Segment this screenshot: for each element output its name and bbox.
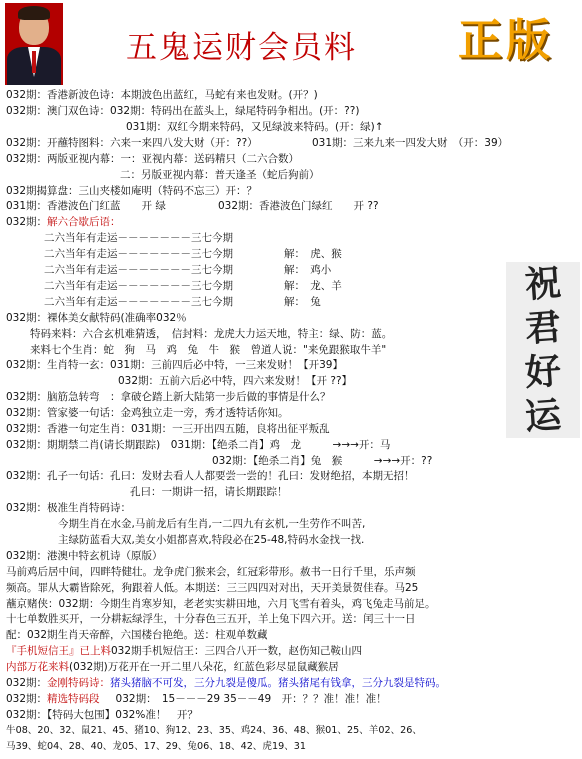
hk-color-previous: 031期：香港波色门红蓝 开 绿 (6, 200, 166, 212)
sms-king-label: 『手机短信王』已上料 (6, 645, 111, 657)
wish-char: 运 (523, 393, 563, 439)
portrait-photo (5, 3, 63, 85)
riddle-issue: 032期： (6, 216, 48, 228)
page-title: 五鬼运财会员料 (126, 30, 357, 66)
riddle-line: 二六当年有走运－－－－－－－三七今期 (44, 248, 233, 260)
sms-king-text: 032期手机短信王：三四合八开一数，赵伤知己鞍山四 (111, 645, 363, 657)
vajra-label: 金刚特码诗： (47, 677, 111, 689)
hk-one-line-zodiac: 032期：香港一句定生肖：031期：一三开出四五随，良将出征平叛乱 (6, 423, 330, 435)
abacus-riddle: 032期揭算盘：三山夹楼如庵明（特码不忘三）开：？ (6, 185, 258, 197)
wish-char: 君 (523, 305, 563, 351)
good-luck-banner (506, 262, 580, 438)
riddle-line: 二六当年有走运－－－－－－－三七今期 (44, 264, 233, 276)
riddle-answer: 解： 虎、猴 (284, 248, 342, 260)
portrait-hair (18, 6, 50, 20)
lottery-chart-current: 032期：开蘸特图料：六来一来四八发大财（开：??） (6, 137, 258, 149)
hk-wave-color-poem: 032期：香港新波色诗：本期波色出蓝红，马蛇有来也发财。(开？) (6, 89, 318, 101)
code-range-label: 精选特码段 (47, 693, 100, 705)
vajra-issue: 032期： (6, 677, 48, 689)
zodiac-mystery-current: 032期：五前六后必中特，四六来发财！【开 ??】 (118, 375, 353, 387)
macau-two-color-poem: 032期：澳门双色诗：032期：特码出在蓝头上，绿尾特码争相出。(开：??) (6, 105, 360, 117)
hk-macau-poem-heading: 032期：港澳中特玄机诗（原版） (6, 550, 163, 562)
zodiac-number-table: 牛08、20、32、鼠21、45、猪10、狗12、23、35、鸡24、36、48、猴01、25、羊02、26、 (6, 725, 422, 736)
zodiac-number-table: 马39、蛇04、28、40、龙05、17、29、兔06、18、42、虎19、31 (6, 741, 306, 752)
sms-king-line (6, 644, 362, 658)
riddle-title: 解六合歇后语： (47, 216, 121, 228)
gambler-poem-line: 十七单数胜买开，一分耕耘绿浮生，十分春色三五开，羊上兔下四六开。送：闰三十一日 (6, 613, 416, 625)
code-range-line (6, 692, 387, 706)
riddle-line: 二六当年有走运－－－－－－－三七今期 (44, 296, 233, 308)
code-surround-line (6, 708, 198, 722)
banned-zodiac-current: 032期：【绝杀二肖】兔 猴 →→→开：?? (212, 455, 433, 467)
zodiac-poem-line: 今期生肖在水金,马前龙后有生肖,一二四九有玄机,一生劳作不叫苦, (58, 518, 366, 530)
riddle-line: 二六当年有走运－－－－－－－三七今期 (44, 232, 233, 244)
confucius-quote: 032期：孔子一句话：孔曰：发财去看人人都要尝一尝的！孔曰：发财绝招，本期无招！ (6, 470, 415, 482)
confucius-quote-2: 孔曰：一期讲一招，请长期跟踪！ (130, 486, 288, 498)
brain-teaser: 032期：脑筋急转弯 ：拿破仑踏上新大陆第一步后做的事情是什么？ (6, 391, 331, 403)
riddle-answer: 解： 兔 (284, 296, 321, 308)
portrait-tie (32, 51, 36, 73)
wish-char: 祝 (523, 261, 563, 307)
macau-previous-result: 031期：双红今期来特码，又见绿波来特码。(开：绿)↑ (126, 121, 384, 133)
vajra-poem-line (6, 676, 446, 690)
gambler-poem-line: 配：032期生肖天帝醉，六国楼台艳绝。送：柱观单数藏 (6, 629, 268, 641)
genuine-stamp: 正版 (458, 15, 554, 66)
riddle-line: 二六当年有走运－－－－－－－三七今期 (44, 280, 233, 292)
asia-tv-inside-1: 032期：两版亚视内幕：一：亚视内幕：送码精只（二六合数） (6, 153, 300, 165)
flower-source-label: 内部万花来料 (6, 661, 69, 673)
riddle-answer: 解： 龙、羊 (284, 280, 342, 292)
code-surround-text: 【特码大包围】032%准！ 开？ (47, 709, 198, 721)
wish-char: 好 (523, 349, 563, 395)
banned-zodiac-previous: 032期：期期禁二肖(请长期跟踪) 031期：【绝杀二肖】鸡 龙 →→→开：马 (6, 439, 391, 451)
vajra-text: 猪头猪脑不可发，三分九裂是傻瓜。猪头猪尾有钱拿，三分九裂是特码。 (110, 677, 447, 689)
riddle-answer: 解： 鸡小 (284, 264, 332, 276)
zodiac-mystery-previous: 032期：生肖特一玄：031期：三前四后必中特，一三来发财！【开39】 (6, 359, 343, 371)
asia-tv-inside-2: 二：另版亚视内幕：普天逢圣（蛇后狗前） (120, 169, 320, 181)
code-range-text: 032期： 15－－－29 35－－49 开：？？准！准！准！ (115, 693, 387, 705)
flower-source-line (6, 660, 339, 674)
hk-macau-poem-line: 马前鸡后居中间，四畔特健壮。龙争虎门猴来会，红冠彩带形。赦书一日行千里，乐声频 (6, 566, 416, 578)
beauty-code-heading: 032期：裸体美女献特码(准确率032％ (6, 312, 187, 324)
gambler-poem-line: 蘸京赌侠：032期：今期生肖寒岁知，老老实实耕田地，六月飞雪有着头，鸡飞兔走马前足。 (6, 598, 436, 610)
special-code-source: 特码来料：六合玄机难猜透， 信封料：龙虎大力运天地，特主：绿、防：蓝。 (30, 328, 393, 340)
hk-color-current: 032期：香港波色门绿红 开 ?? (218, 200, 379, 212)
housekeeper-quote: 032期：管家婆一句话：金鸡独立走一旁，秀才透特话你知。 (6, 407, 289, 419)
flower-source-text: (032期)万花开在一开二里八朵花，红蓝色彩尽显鼠藏猴居 (69, 661, 339, 673)
code-surround-issue: 032期： (6, 709, 48, 721)
zodiac-poem-line: 主绿防蓝看大双,美女小姐都喜欢,特段必在25-48,特码水金找一找. (58, 534, 365, 546)
riddle-heading (6, 215, 121, 229)
seven-zodiacs: 来料七个生肖：蛇 狗 马 鸡 兔 牛 猴 曾道人说："来免跟猴取牛羊" (30, 344, 387, 356)
code-range-issue: 032期： (6, 693, 48, 705)
lottery-chart-previous: 031期：三来九来一四发大财 （开：39） (312, 137, 509, 149)
accurate-zodiac-poem-heading: 032期：极准生肖特码诗： (6, 502, 132, 514)
hk-macau-poem-line: 频高。罪从大霸皆除死，狗跟着人低。本期送：三三四四对对出，天开美景贺佳春。马25 (6, 582, 419, 594)
